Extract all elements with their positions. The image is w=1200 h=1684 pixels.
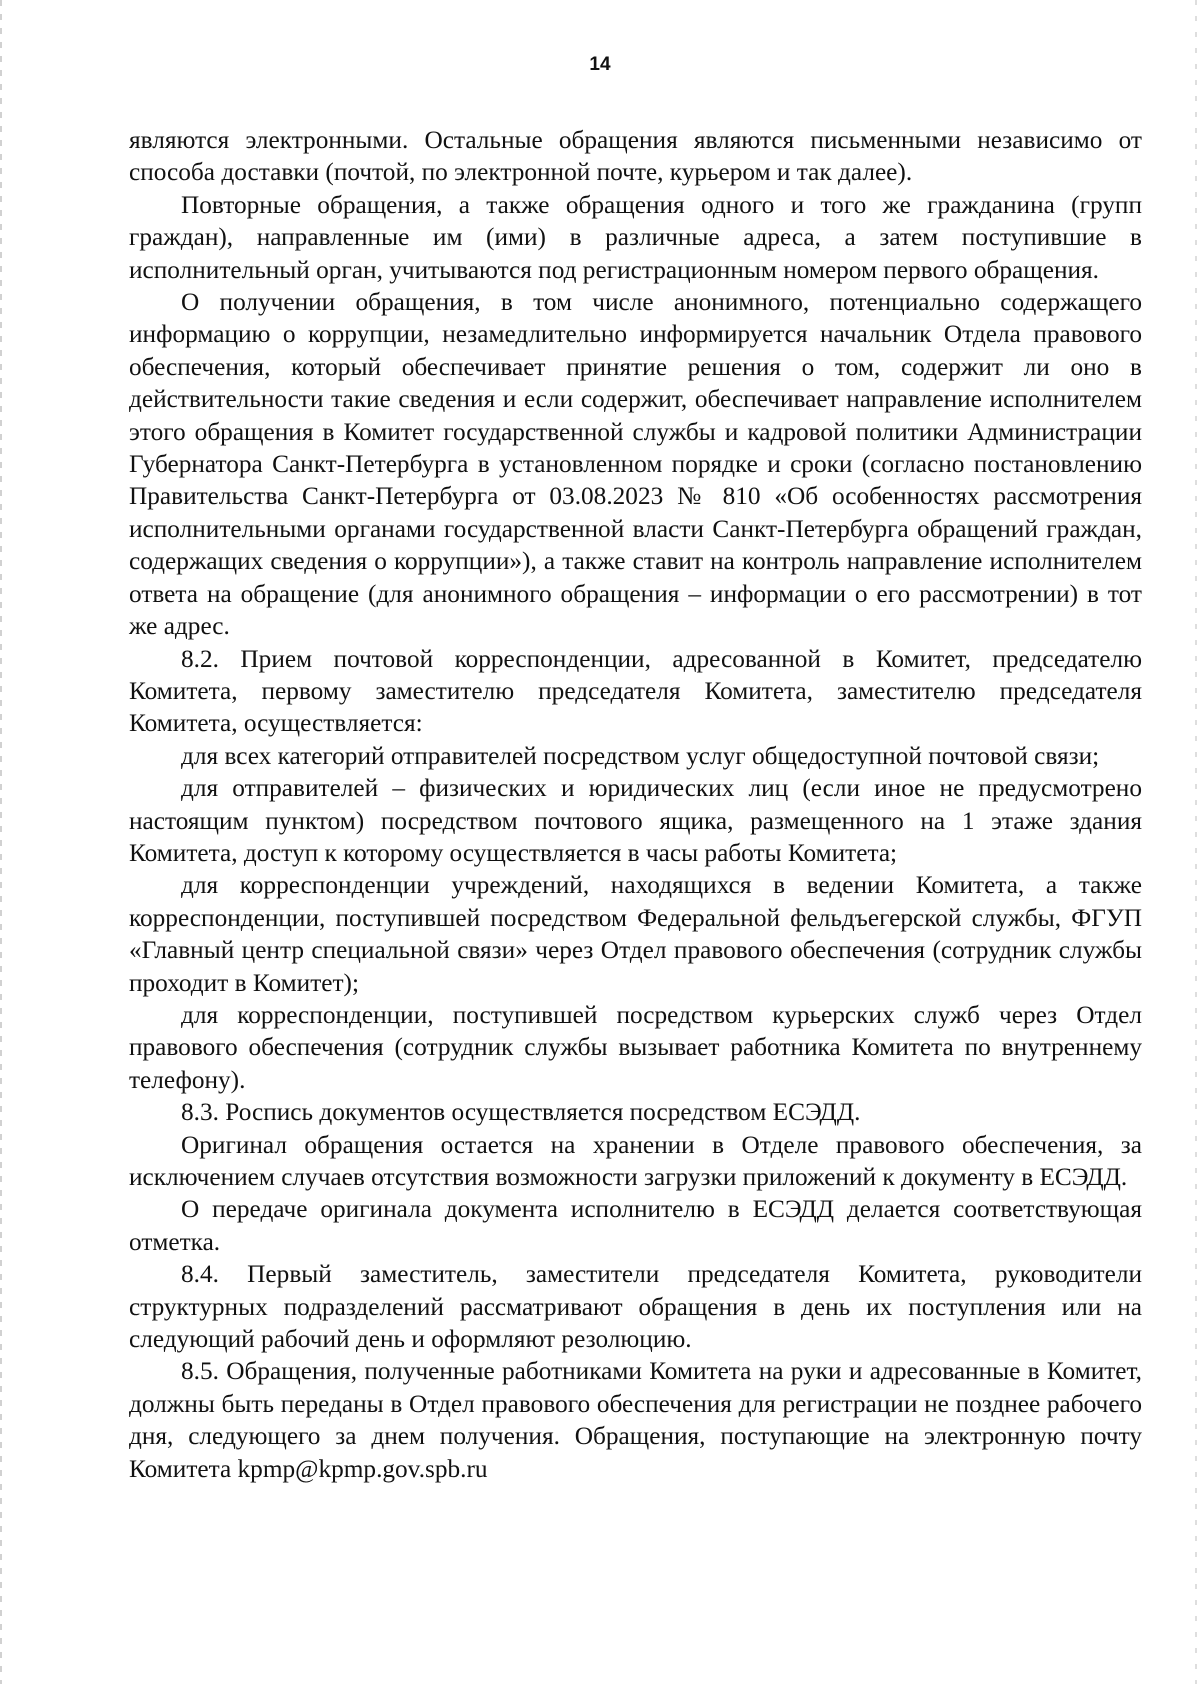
- paragraph-postal-service: для всех категорий отправителей посредством услуг общедоступной почтовой связи;: [181, 741, 1100, 770]
- paragraph-continuation: являются электронными. Остальные обращения являются письменными независимо от способа доставки (почтой, по электронной почте, курьером и так далее).: [129, 126, 1142, 187]
- paragraph-original-storage: Оригинал обращения остается на хранении в Отделе правового обеспечения, за исключением случаев отсутствия возможности загрузки приложений к документу в ЕСЭДД.: [129, 1130, 1142, 1191]
- paragraph-8-2: 8.2. Прием почтовой корреспонденции, адресованной в Комитет, председателю Комитета, первому заместителю председателя Комитета, заместителю председателя Комитета, осуществляется:: [129, 644, 1142, 738]
- document-body: [129, 124, 1142, 1485]
- page-number: 14: [589, 54, 611, 75]
- paragraph-mailbox: для отправителей – физических и юридических лиц (если иное не предусмотрено настоящим пунктом) посредством почтового ящика, размещенного на 1 этаже здания Комитета, доступ к которому осуществляется в часы работы Комитета;: [129, 774, 1142, 867]
- scan-edge-left: [0, 0, 2, 1684]
- scan-edge-right: [1195, 0, 1197, 1684]
- paragraph-institutions: для корреспонденции учреждений, находящихся в ведении Комитета, а также корреспонденции, поступившей посредством Федеральной фельдъегерской службы, ФГУП «Главный центр специальной связи» через Отдел правового обеспечения (сотрудник службы проходит в Комитет);: [129, 871, 1142, 997]
- paragraph-8-5: 8.5. Обращения, полученные работниками Комитета на руки и адресованные в Комитет, должны быть переданы в Отдел правового обеспечения для регистрации не позднее рабочего дня, следующего за днем получения. Обращения, поступающие на электронную почту Комитета kpmp@kpmp.gov.spb.ru: [129, 1357, 1142, 1483]
- paragraph-transfer-mark: О передаче оригинала документа исполнителю в ЕСЭДД делается соответствующая отметка.: [129, 1195, 1142, 1256]
- paragraph-courier: для корреспонденции, поступившей посредством курьерских служб через Отдел правового обеспечения (сотрудник службы вызывает работника Комитета по внутреннему телефону).: [129, 1000, 1142, 1094]
- paragraph-8-4: 8.4. Первый заместитель, заместители председателя Комитета, руководители структурных подразделений рассматривают обращения в день их поступления или на следующий рабочий день и оформляют резолюцию.: [129, 1260, 1142, 1354]
- paragraph-repeat-appeals: Повторные обращения, а также обращения одного и того же гражданина (групп граждан), направленные им (ими) в различные адреса, а затем поступившие в исполнительный орган, учитываются под регистрационным номером первого обращения.: [129, 190, 1142, 284]
- paragraph-8-3: 8.3. Роспись документов осуществляется посредством ЕСЭДД.: [181, 1098, 861, 1127]
- paragraph-corruption-info: О получении обращения, в том числе анонимного, потенциально содержащего информацию о коррупции, незамедлительно информируется начальник Отдела правового обеспечения, который обеспечивает принятие решения о том, содержит ли оно в действительности такие сведения и если содержит, обеспечивает направление исполнителем этого обращения в Комитет государственной службы и кадровой политики Администрации Губернатора Санкт-Петербурга в установленном порядке и сроки (согласно постановлению Правительства Санкт-Петербурга от 03.08.2023 № 810 «Об особенностях рассмотрения исполнительными органами государственной власти Санкт-Петербурга обращений граждан, содержащих сведения о коррупции»), а также ставит на контроль направление исполнителем ответа на обращение (для анонимного обращения – информации о его рассмотрении) в тот же адрес.: [129, 288, 1142, 641]
